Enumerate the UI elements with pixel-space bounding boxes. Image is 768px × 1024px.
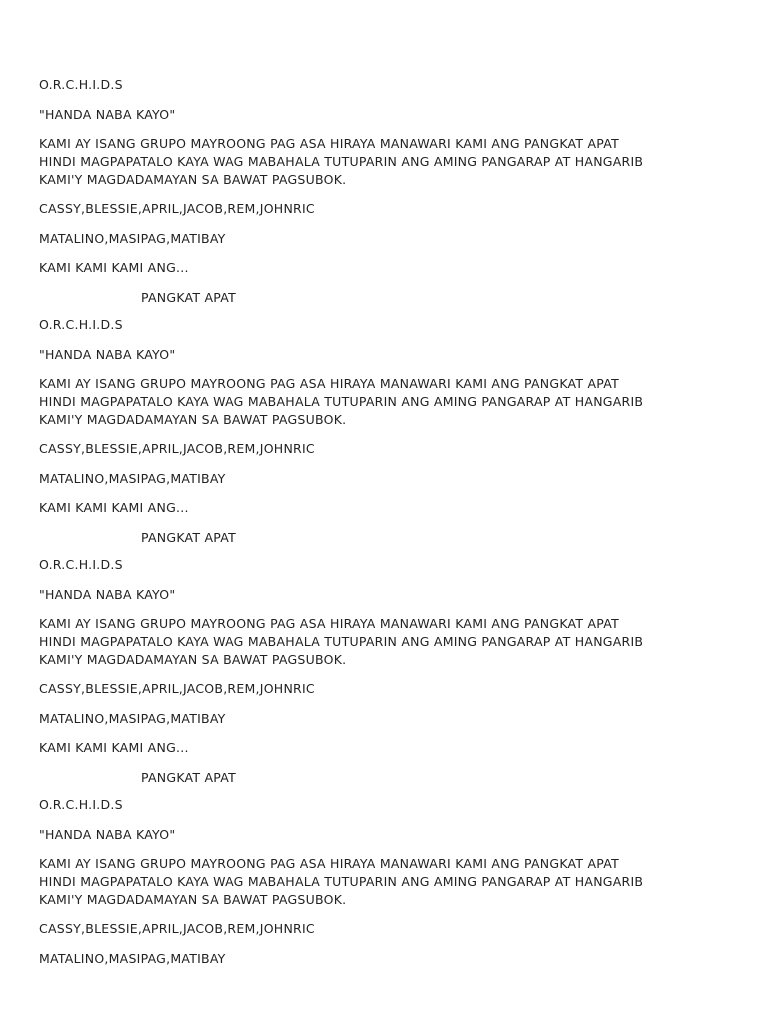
group-chant: KAMI KAMI KAMI ANG... (39, 260, 189, 275)
group-members: CASSY,BLESSIE,APRIL,JACOB,REM,JOHNRIC (39, 201, 315, 216)
group-traits: MATALINO,MASIPAG,MATIBAY (39, 470, 226, 486)
group-traits: MATALINO,MASIPAG,MATIBAY (39, 230, 226, 246)
verse-line: HINDI MAGPAPATALO KAYA WAG MABAHALA TUTUPARIN ANG AMING PANGARAP AT HANGARIB (39, 154, 644, 169)
group-chant: KAMI KAMI KAMI ANG... (39, 740, 189, 755)
group-traits: MATALINO,MASIPAG,MATIBAY (39, 710, 226, 726)
verse-line: KAMI'Y MAGDADAMAYAN SA BAWAT PAGSUBOK. (39, 652, 347, 667)
group-motto: "HANDA NABA KAYO" (39, 826, 176, 842)
group-name: PANGKAT APAT (141, 529, 236, 545)
verse-line: KAMI AY ISANG GRUPO MAYROONG PAG ASA HIRAYA MANAWARI KAMI ANG PANGKAT APAT (39, 376, 619, 391)
verse-line: KAMI AY ISANG GRUPO MAYROONG PAG ASA HIRAYA MANAWARI KAMI ANG PANGKAT APAT (39, 856, 619, 871)
verse-line: HINDI MAGPAPATALO KAYA WAG MABAHALA TUTUPARIN ANG AMING PANGARAP AT HANGARIB (39, 394, 644, 409)
group-verse (39, 375, 739, 440)
group-title: O.R.C.H.I.D.S (39, 797, 123, 812)
verse-line: KAMI'Y MAGDADAMAYAN SA BAWAT PAGSUBOK. (39, 892, 347, 907)
verse-line: KAMI AY ISANG GRUPO MAYROONG PAG ASA HIRAYA MANAWARI KAMI ANG PANGKAT APAT (39, 616, 619, 631)
group-name: PANGKAT APAT (141, 769, 236, 785)
group-members: CASSY,BLESSIE,APRIL,JACOB,REM,JOHNRIC (39, 921, 315, 936)
cheer-block (39, 316, 739, 556)
document-body (39, 76, 739, 1024)
cheer-block (39, 76, 739, 316)
group-title: O.R.C.H.I.D.S (39, 317, 123, 332)
verse-line: HINDI MAGPAPATALO KAYA WAG MABAHALA TUTUPARIN ANG AMING PANGARAP AT HANGARIB (39, 874, 644, 889)
group-motto: "HANDA NABA KAYO" (39, 586, 176, 602)
group-verse (39, 855, 739, 920)
group-title: O.R.C.H.I.D.S (39, 557, 123, 572)
cheer-block (39, 796, 739, 1024)
verse-line: KAMI'Y MAGDADAMAYAN SA BAWAT PAGSUBOK. (39, 172, 347, 187)
group-chant: KAMI KAMI KAMI ANG... (39, 500, 189, 515)
group-verse (39, 135, 739, 200)
group-members: CASSY,BLESSIE,APRIL,JACOB,REM,JOHNRIC (39, 681, 315, 696)
cheer-block (39, 556, 739, 796)
group-traits: MATALINO,MASIPAG,MATIBAY (39, 950, 226, 966)
verse-line: KAMI'Y MAGDADAMAYAN SA BAWAT PAGSUBOK. (39, 412, 347, 427)
verse-line: HINDI MAGPAPATALO KAYA WAG MABAHALA TUTUPARIN ANG AMING PANGARAP AT HANGARIB (39, 634, 644, 649)
group-name: PANGKAT APAT (141, 289, 236, 305)
verse-line: KAMI AY ISANG GRUPO MAYROONG PAG ASA HIRAYA MANAWARI KAMI ANG PANGKAT APAT (39, 136, 619, 151)
group-verse (39, 615, 739, 680)
group-members: CASSY,BLESSIE,APRIL,JACOB,REM,JOHNRIC (39, 441, 315, 456)
group-title: O.R.C.H.I.D.S (39, 77, 123, 92)
group-motto: "HANDA NABA KAYO" (39, 346, 176, 362)
group-motto: "HANDA NABA KAYO" (39, 106, 176, 122)
